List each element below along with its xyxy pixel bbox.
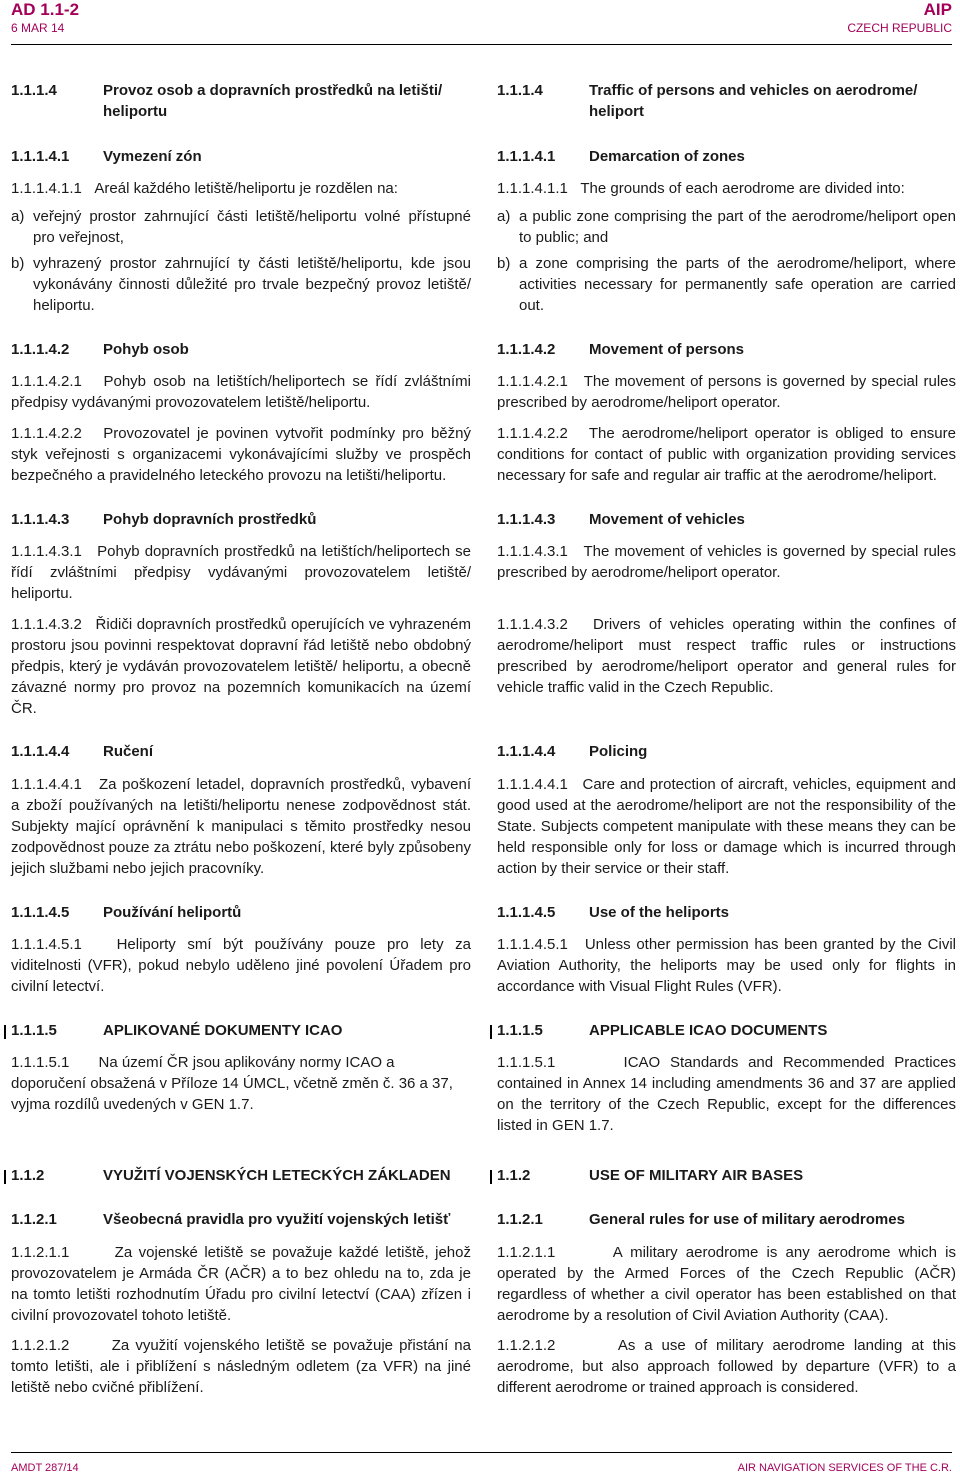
section-heading [11, 509, 471, 530]
section-title: Policing [589, 743, 648, 760]
paragraph: 1.1.1.4.1.1 Areál každého letiště/heliportu je rozdělen na: [11, 180, 398, 197]
paragraph: 1.1.2.1.1 A military aerodrome is any aerodrome which is operated by the Armed Forces of the Czech Republic (AČR) regardless of whether a civil operator has been established on that aerodrome by a resolution of Civil Aviation Authority (CAA). [497, 1244, 956, 1324]
list-marker: a) [11, 208, 25, 225]
publisher: AIR NAVIGATION SERVICES OF THE C.R. [737, 1462, 952, 1474]
section-heading [11, 146, 471, 167]
section-title: APLIKOVANÉ DOKUMENTY ICAO [103, 1022, 343, 1039]
section-heading [497, 1020, 956, 1041]
section-title: USE OF MILITARY AIR BASES [589, 1167, 804, 1184]
paragraph: 1.1.1.4.2.2 Provozovatel je povinen vytvořit podmínky pro běžný styk veřejnosti s organizacemi vykonávajícími služby ve prospěch bezpečného a pravidelného leteckého provozu na letišti/heliportu. [11, 425, 471, 484]
section-number: 1.1.1.4.2 [11, 341, 70, 358]
section-heading [11, 1209, 471, 1230]
section-heading [11, 80, 471, 122]
paragraph: 1.1.1.4.3.1 Pohyb dopravních prostředků na letištích/heliportech se řídí zvláštními předpisy vydávanými provozovatelem letiště/ heliportu. [11, 543, 471, 602]
list-text: veřejný prostor zahrnující části letiště/heliportu volné přístupné pro veřejnost, [33, 208, 471, 246]
section-number: 1.1.1.5 [497, 1022, 543, 1039]
publication-title: AIP [923, 0, 952, 19]
list-marker: b) [11, 255, 25, 272]
paragraph: 1.1.1.4.2.2 The aerodrome/heliport operator is obliged to ensure conditions for contact of public with organization providing services necessary for safe and regular air traffic at the aerodrome/heliport. [497, 425, 956, 484]
change-bar [490, 1170, 492, 1184]
section-title: Vymezení zón [103, 148, 202, 165]
list-item [497, 253, 956, 316]
section-title: Use of the heliports [589, 904, 730, 921]
paragraph: 1.1.1.4.3.2 Řidiči dopravních prostředků operujících ve vyhrazeném prostoru jsou povinni respektovat dopravní řád letiště nebo obdobný předpis, který je vydáván provozovatelem letiště/ heliportu, a obecně závazné normy pro provoz na pozemních komunikacích na území ČR. [11, 616, 471, 717]
section-heading [11, 1165, 471, 1186]
section-number: 1.1.1.4.5 [11, 904, 70, 921]
section-number: 1.1.1.4.4 [11, 743, 70, 760]
section-title: Traffic of persons and vehicles on aerodrome/ heliport [589, 82, 918, 120]
section-number: 1.1.1.4.1 [11, 148, 70, 165]
section-number: 1.1.2 [497, 1167, 531, 1184]
list-text: a zone comprising the parts of the aerodrome/heliport, where activities necessary for permanently safe operation are carried out. [519, 255, 956, 314]
section-heading [11, 1020, 471, 1041]
paragraph: 1.1.1.4.4.1 Za poškození letadel, dopravních prostředků, vybavení a zboží používaných na letišti/heliportu nenese zodpovědnost stát. Subjekty mající oprávnění k manipulaci s těmito prostředky nesou zodpovědnost pouze za ztrátu nebo poškození, které byly způsobeny jejich službami nebo jejich pracovníky. [11, 776, 471, 877]
section-number: 1.1.1.4.1 [497, 148, 556, 165]
section-heading [497, 80, 956, 122]
section-heading [11, 902, 471, 923]
paragraph: 1.1.1.4.3.1 The movement of vehicles is governed by special rules prescribed by aerodrome/heliport operator. [497, 543, 956, 581]
section-title: Ručení [103, 743, 154, 760]
change-bar [490, 1025, 492, 1039]
list-item [11, 253, 471, 316]
section-title: General rules for use of military aerodromes [589, 1211, 905, 1228]
section-heading [497, 1165, 956, 1186]
paragraph: 1.1.1.4.5.1 Heliporty smí být používány pouze pro lety za viditelnosti (VFR), pokud nebylo uděleno jiné povolení Úřadem pro civilní letectví. [11, 936, 471, 995]
change-bar [4, 1170, 6, 1184]
list-item [497, 206, 956, 248]
section-heading [497, 1209, 956, 1230]
section-heading [497, 339, 956, 360]
section-title: Movement of persons [589, 341, 745, 358]
section-number: 1.1.2.1 [497, 1211, 543, 1228]
publication-country: CZECH REPUBLIC [847, 21, 952, 35]
paragraph: 1.1.1.4.2.1 Pohyb osob na letištích/heliportech se řídí zvláštními předpisy vydávanými provozovatelem letiště/heliportu. [11, 373, 471, 411]
page-date: 6 MAR 14 [11, 21, 65, 35]
section-title: Používání heliportů [103, 904, 242, 921]
section-title: Pohyb dopravních prostředků [103, 511, 317, 528]
paragraph: 1.1.1.5.1 ICAO Standards and Recommended Practices contained in Annex 14 including amendments 36 and 37 are applied on the territory of the Czech Republic, except for the differences listed in GEN 1.7. [497, 1054, 956, 1134]
page-footer [11, 1452, 952, 1478]
section-heading [497, 146, 956, 167]
amendment-number: AMDT 287/14 [11, 1462, 79, 1474]
list-text: vyhrazený prostor zahrnující ty části letiště/heliportu, kde jsou vykonávány činnosti důležité pro trvale bezpečný provoz letiště/ heliportu. [33, 255, 471, 314]
section-title: Pohyb osob [103, 341, 189, 358]
paragraph: 1.1.1.4.5.1 Unless other permission has been granted by the Civil Aviation Authority, the heliports may be used only for flights in accordance with Visual Flight Rules (VFR). [497, 936, 956, 995]
section-number: 1.1.2 [11, 1167, 45, 1184]
section-title: Všeobecná pravidla pro využití vojenských letišť [103, 1211, 451, 1228]
section-number: 1.1.2.1 [11, 1211, 57, 1228]
paragraph: 1.1.1.5.1 Na území ČR jsou aplikovány normy ICAO a doporučení obsažená v Příloze 14 ÚMCL, včetně změn č. 36 a 37, vyjma rozdílů uvedených v GEN 1.7. [11, 1054, 453, 1113]
paragraph: 1.1.1.4.1.1 The grounds of each aerodrome are divided into: [497, 180, 905, 197]
section-heading [497, 741, 956, 762]
paragraph: 1.1.1.4.4.1 Care and protection of aircraft, vehicles, equipment and good used at the aerodrome/heliport are not the responsibility of the State. Subjects competent manipulate with these means they can be held responsible only for loss or damage which is incurred through action by their service or their staff. [497, 776, 956, 877]
paragraph: 1.1.1.4.2.1 The movement of persons is governed by special rules prescribed by aerodrome/heliport operator. [497, 373, 956, 411]
section-number: 1.1.1.4.3 [497, 511, 556, 528]
section-number: 1.1.1.5 [11, 1022, 57, 1039]
section-number: 1.1.1.4 [497, 82, 543, 99]
section-title: VYUŽITÍ VOJENSKÝCH LETECKÝCH ZÁKLADEN [103, 1167, 451, 1184]
paragraph: 1.1.2.1.1 Za vojenské letiště se považuje každé letiště, jehož provozovatelem je Armáda ČR (AČR) a to bez ohledu na to, zda je na tomto letišti rozhodnutím Úřadu pro civilní letectví (CAA) zřízen i civilní provozovatel tohoto letiště. [11, 1244, 471, 1324]
section-heading [497, 902, 956, 923]
section-title: Movement of vehicles [589, 511, 745, 528]
paragraph: 1.1.2.1.2 Za využití vojenského letiště se považuje přistání na tomto letišti, ale i přiblížení s následným odletem (za VFR) na jiné letiště nebo cvičné přiblížení. [11, 1337, 471, 1396]
list-marker: b) [497, 255, 511, 272]
section-number: 1.1.1.4 [11, 82, 57, 99]
paragraph: 1.1.1.4.3.2 Drivers of vehicles operating within the confines of aerodrome/heliport must respect traffic rules or instructions prescribed by aerodrome/heliport operator and general rules for vehicle traffic valid in the Czech Republic. [497, 616, 956, 696]
section-title: Demarcation of zones [589, 148, 745, 165]
section-number: 1.1.1.4.2 [497, 341, 556, 358]
list-item [11, 206, 471, 248]
section-heading [11, 741, 471, 762]
section-title: Provoz osob a dopravních prostředků na letišti/ heliportu [103, 82, 443, 120]
section-title: APPLICABLE ICAO DOCUMENTS [589, 1022, 828, 1039]
section-number: 1.1.1.4.4 [497, 743, 556, 760]
page-header [11, 0, 952, 45]
list-text: a public zone comprising the part of the aerodrome/heliport open to public; and [519, 208, 956, 246]
section-heading [11, 339, 471, 360]
page-id: AD 1.1-2 [11, 0, 80, 19]
paragraph: 1.1.2.1.2 As a use of military aerodrome landing at this aerodrome, but also approach followed by departure (VFR) to a different aerodrome or trained approach is considered. [497, 1337, 956, 1396]
section-heading [497, 509, 956, 530]
change-bar [4, 1025, 6, 1039]
list-marker: a) [497, 208, 511, 225]
section-number: 1.1.1.4.5 [497, 904, 556, 921]
section-number: 1.1.1.4.3 [11, 511, 70, 528]
